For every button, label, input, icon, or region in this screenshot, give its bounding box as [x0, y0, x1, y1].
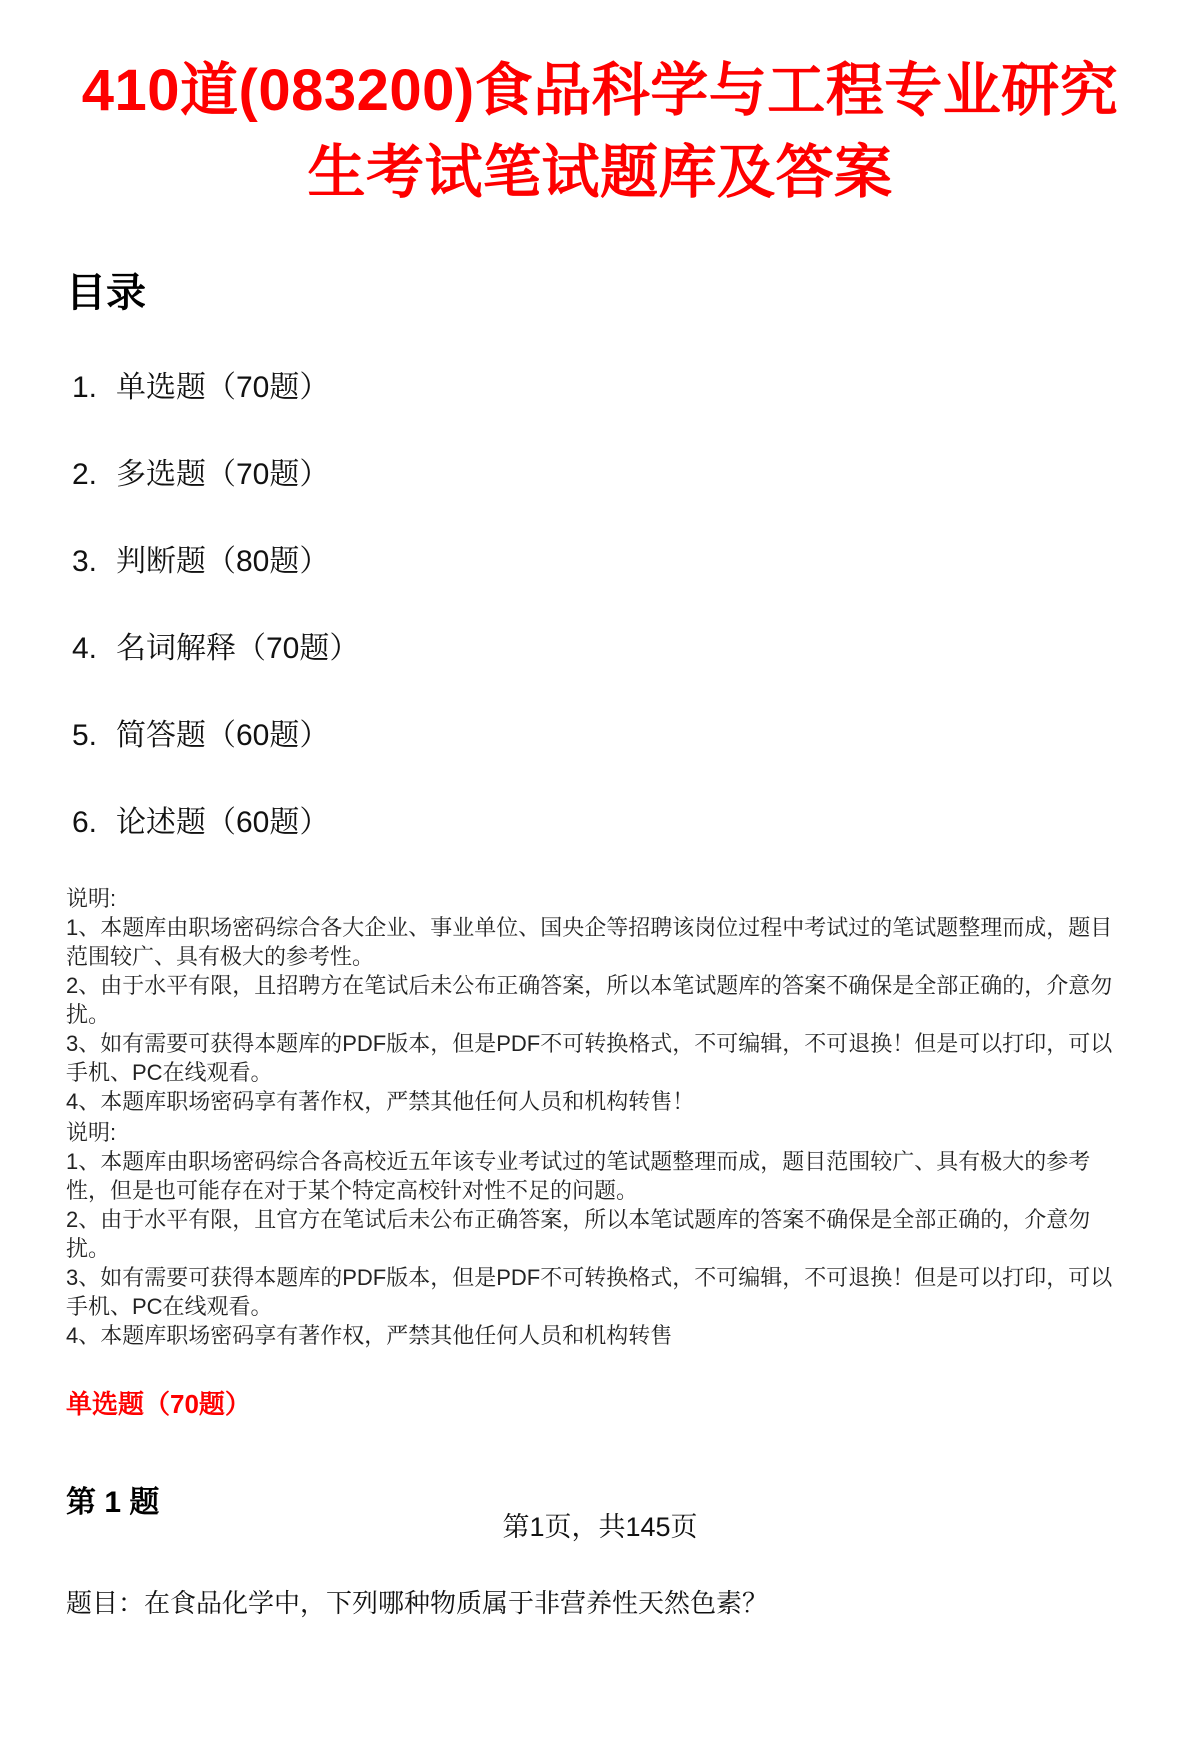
- notes-line: 1、本题库由职场密码综合各高校近五年该专业考试过的笔试题整理而成，题目范围较广、具有极大的参考性，但是也可能存在对于某个特定高校针对性不足的问题。: [66, 1149, 1091, 1204]
- toc-item-label: 单选题（70题）: [116, 370, 330, 404]
- toc-item-number: 6.: [72, 805, 98, 839]
- notes-line: 3、如有需要可获得本题库的PDF版本，但是PDF不可转换格式，不可编辑，不可退换！但是可以打印，可以手机、PC在线观看。: [66, 1265, 1113, 1320]
- notes-line: 1、本题库由职场密码综合各大企业、事业单位、国央企等招聘该岗位过程中考试过的笔试题整理而成，题目范围较广、具有极大的参考性。: [66, 914, 1113, 969]
- toc-item: [66, 710, 1134, 754]
- toc-item-number: 4.: [72, 631, 98, 665]
- toc-item-label: 多选题（70题）: [116, 457, 330, 491]
- notes-block-1: [66, 884, 1134, 1116]
- question-text: 题目：在食品化学中，下列哪种物质属于非营养性天然色素？: [66, 1588, 769, 1619]
- notes-heading: 说明:: [66, 1119, 117, 1145]
- notes-line: 4、本题库职场密码享有著作权，严禁其他任何人员和机构转售: [66, 1323, 673, 1349]
- toc-item-label: 名词解释（70题）: [116, 631, 360, 665]
- document-title: 410道(083200)食品科学与工程专业研究生考试笔试题库及答案: [81, 58, 1119, 206]
- section-heading-single-choice: 单选题（70题）: [66, 1389, 251, 1420]
- toc-list: [66, 362, 1134, 841]
- notes-line: 2、由于水平有限，且官方在笔试后未公布正确答案，所以本笔试题库的答案不确保是全部正确的，介意勿扰。: [66, 1207, 1091, 1262]
- question-number-heading: 第 1 题: [66, 1486, 160, 1520]
- notes-block-2: [66, 1118, 1134, 1350]
- notes-line: 2、由于水平有限，且招聘方在笔试后未公布正确答案，所以本笔试题库的答案不确保是全部正确的，介意勿扰。: [66, 972, 1113, 1027]
- notes-heading: 说明:: [66, 885, 117, 911]
- toc-item-number: 1.: [72, 370, 98, 404]
- toc-item-number: 5.: [72, 718, 98, 752]
- toc-item: [66, 536, 1134, 580]
- page-number-indicator: 第1页，共145页: [502, 1512, 698, 1542]
- notes-line: 4、本题库职场密码享有著作权，严禁其他任何人员和机构转售！: [66, 1088, 695, 1114]
- toc-item-label: 简答题（60题）: [116, 718, 330, 752]
- toc-item: [66, 449, 1134, 493]
- toc-item-number: 3.: [72, 544, 98, 578]
- toc-item: [66, 797, 1134, 841]
- toc-heading: 目录: [66, 270, 146, 315]
- toc-item: [66, 362, 1134, 406]
- toc-item: [66, 623, 1134, 667]
- toc-item-label: 论述题（60题）: [116, 805, 330, 839]
- notes-line: 3、如有需要可获得本题库的PDF版本，但是PDF不可转换格式，不可编辑，不可退换！但是可以打印，可以手机、PC在线观看。: [66, 1030, 1113, 1085]
- toc-item-label: 判断题（80题）: [116, 544, 330, 578]
- toc-item-number: 2.: [72, 457, 98, 491]
